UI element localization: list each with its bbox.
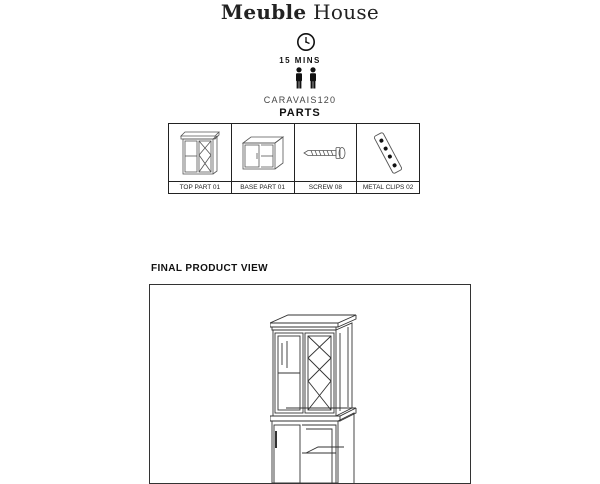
part-label: SCREW 08 [295,181,357,193]
two-people-icon [294,67,318,89]
metal-clip-icon [370,130,406,176]
part-label: TOP PART 01 [169,181,231,193]
part-label: BASE PART 01 [232,181,294,193]
part-cell-top [169,124,232,193]
parts-heading: PARTS [279,107,321,119]
part-label: METAL CLIPS 02 [357,181,419,193]
parts-table [168,123,420,194]
brand-name-secondary: House [313,0,380,24]
hutch-cabinet-illustration [270,313,370,483]
base-cabinet-icon [239,135,287,171]
part-cell-screw [295,124,358,193]
clock-icon [296,32,316,52]
screw-icon [302,145,348,161]
product-code: CARAVAIS120 [263,95,337,105]
final-product-frame [149,284,471,484]
final-product-heading: FINAL PRODUCT VIEW [151,263,269,274]
part-cell-base [232,124,295,193]
assembly-time: 15 MINS [279,56,321,65]
brand-name-primary: Meuble [220,0,307,24]
part-cell-clips [357,124,419,193]
top-cabinet-icon [178,130,222,176]
brand-logo [0,0,600,24]
